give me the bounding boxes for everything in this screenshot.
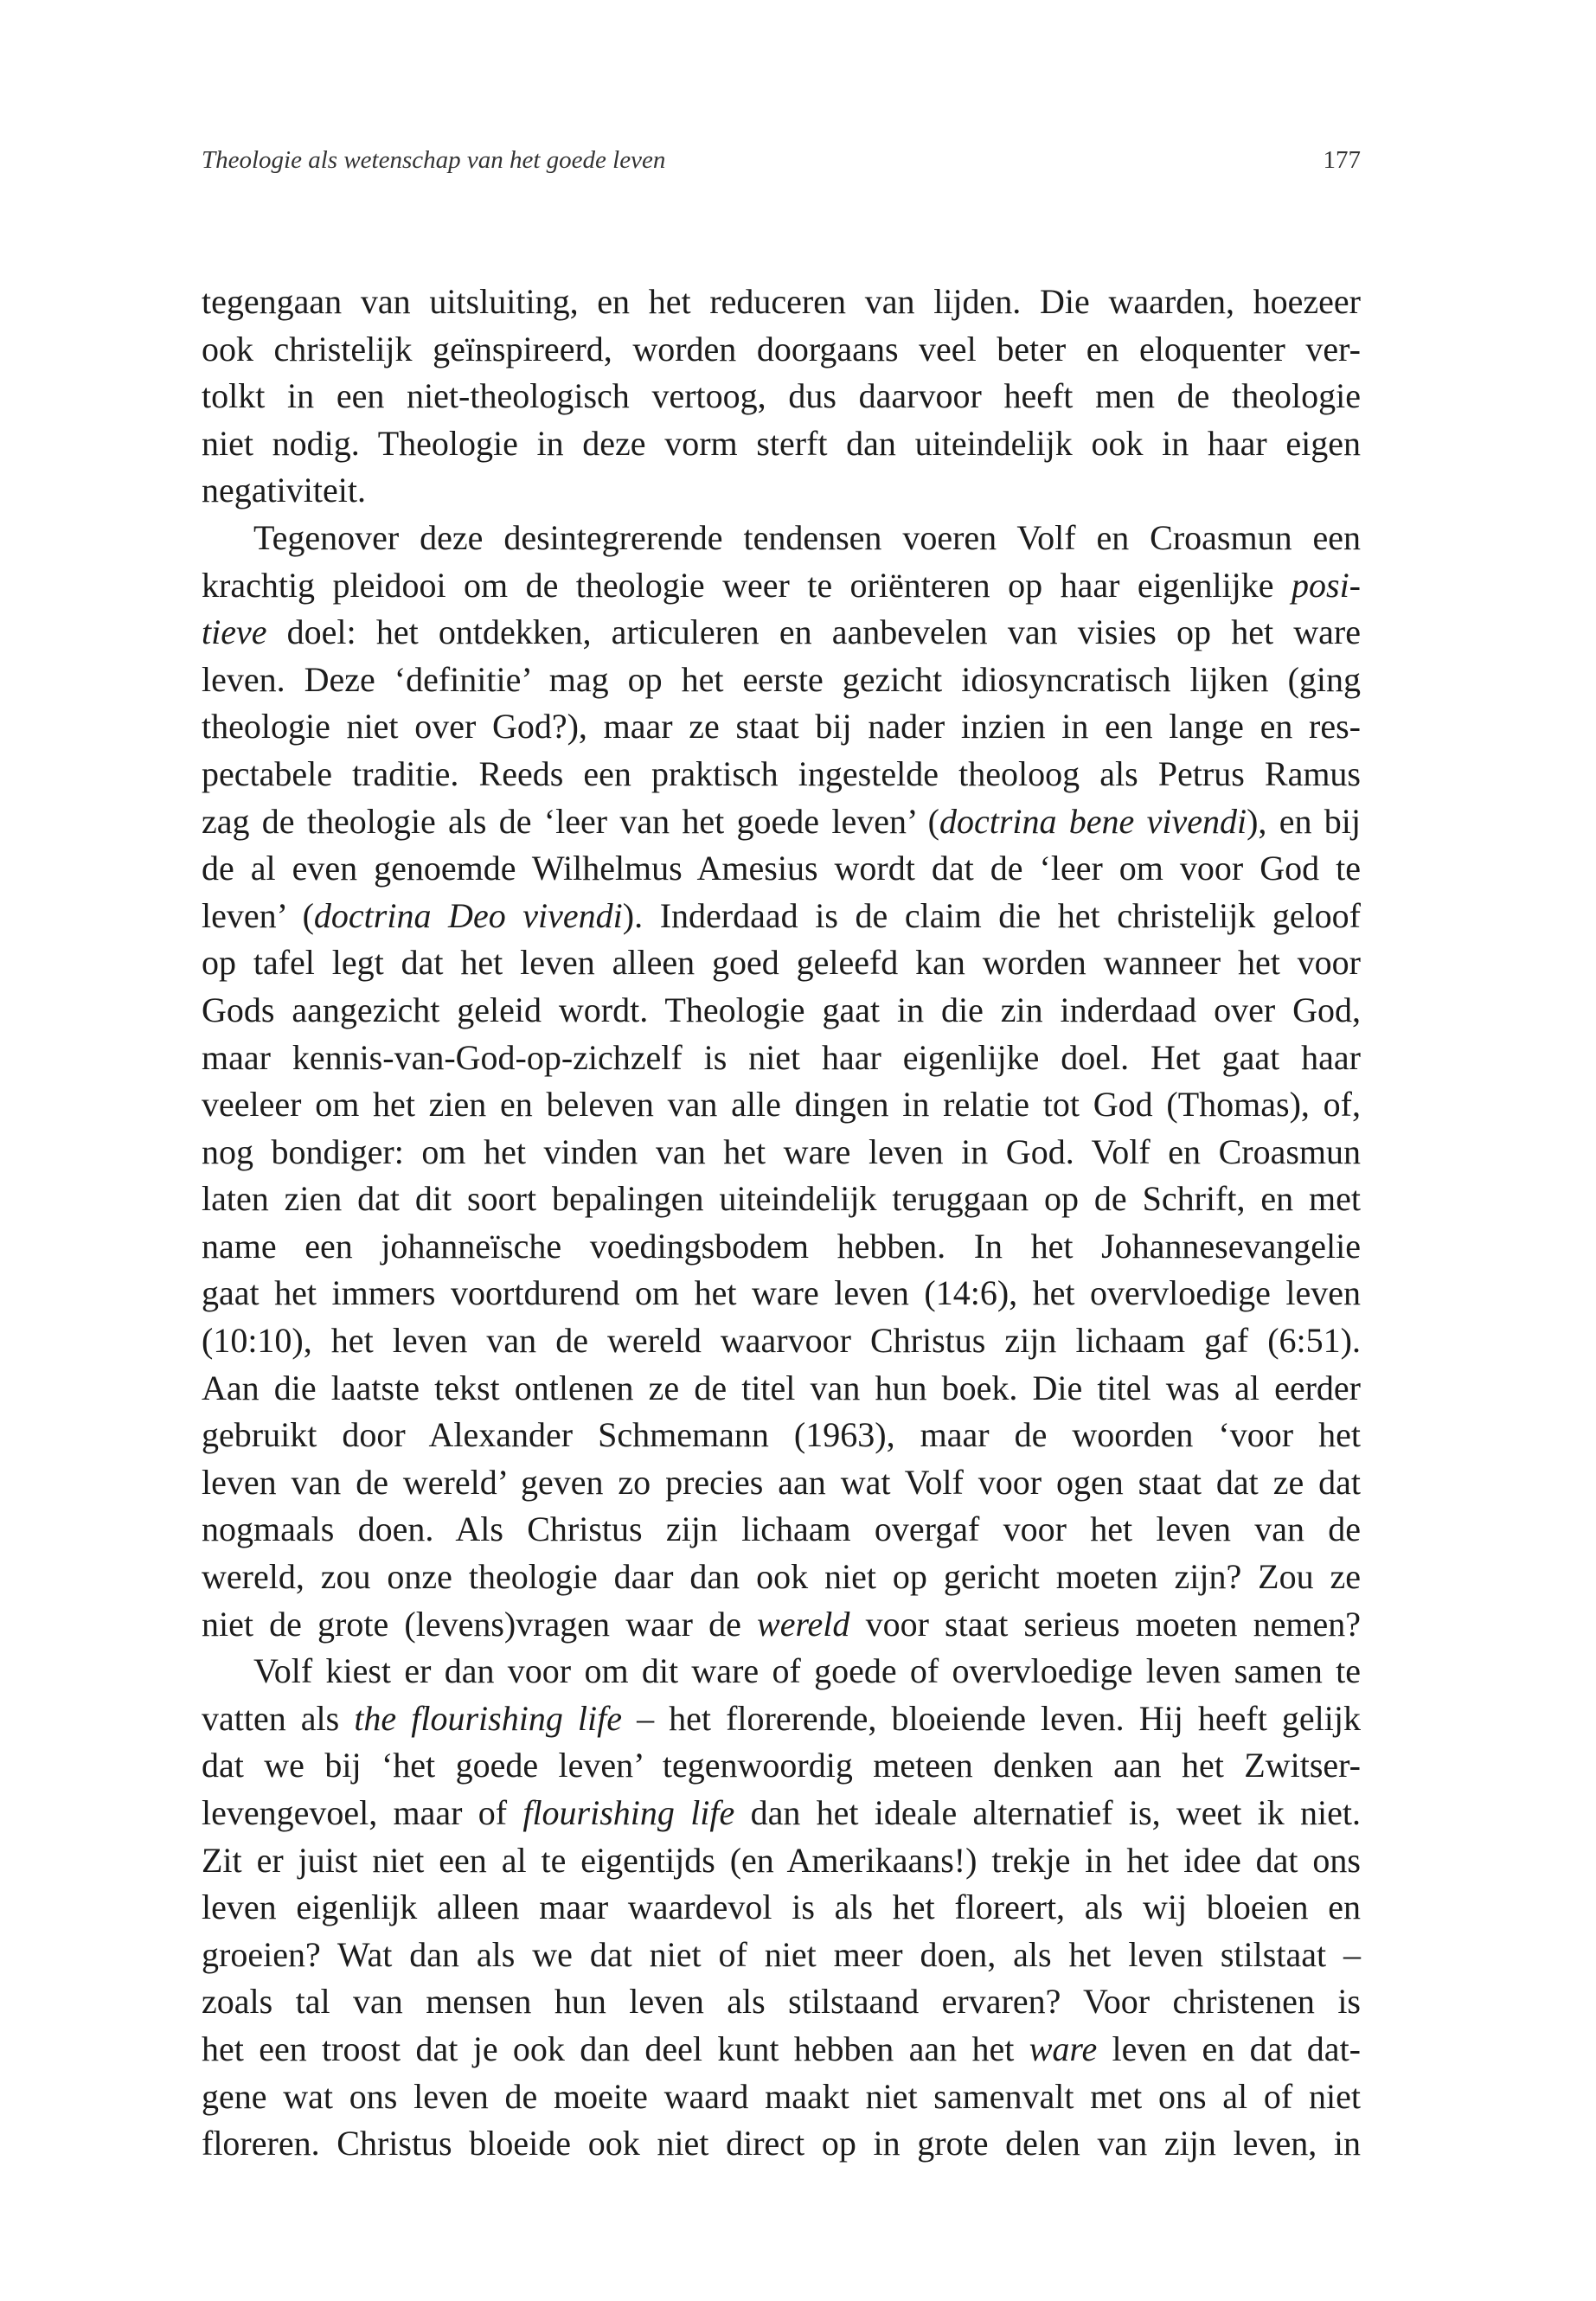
text-line xyxy=(202,1742,1361,1790)
text-line xyxy=(202,2073,1361,2121)
text-segment: laten zien dat dit soort bepalingen uiteindelijk teruggaan op de Schrift, en met xyxy=(202,1179,1361,1219)
text-segment: Zit er juist niet een al te eigentijds (en Amerikaans!) trekje in het idee dat ons xyxy=(202,1840,1361,1880)
text-line xyxy=(202,703,1361,751)
text-segment: veeleer om het zien en beleven van alle dingen in relatie tot God (Thomas), of, xyxy=(202,1085,1361,1125)
text-line xyxy=(202,1790,1361,1837)
italic-phrase: flourishing life xyxy=(522,1793,735,1832)
text-segment: ), en bij xyxy=(1247,801,1361,841)
page-number: 177 xyxy=(1323,146,1361,174)
text-line xyxy=(202,1884,1361,1932)
text-segment: theologie niet over God?), maar ze staat bij nader inzien in een lange en res- xyxy=(202,707,1361,747)
text-segment: leven van de wereld’ geven zo precies aan wat Volf voor ogen staat dat ze dat xyxy=(202,1462,1361,1502)
text-segment: tegengaan van uitsluiting, en het reduceren van lijden. Die waarden, hoezeer xyxy=(202,282,1361,321)
text-segment: ). Inderdaad is de claim die het christelijk geloof xyxy=(622,895,1362,935)
text-line xyxy=(202,1978,1361,2026)
italic-phrase: doctrina bene vivendi xyxy=(939,801,1247,841)
text-line xyxy=(202,1035,1361,1082)
text-segment: maar kennis-van-God-op-zichzelf is niet haar eigenlijke doel. Het gaat haar xyxy=(202,1037,1361,1077)
text-segment: nogmaals doen. Als Christus zijn lichaam overgaf voor het leven van de xyxy=(202,1509,1361,1549)
text-line xyxy=(202,987,1361,1035)
text-line xyxy=(202,893,1361,940)
italic-phrase: ware xyxy=(1029,2029,1098,2068)
text-line xyxy=(202,1176,1361,1223)
text-segment: negativiteit. xyxy=(202,471,366,510)
italic-phrase: the flourishing life xyxy=(354,1698,622,1738)
text-segment: tolkt in een niet-theologisch vertoog, dus daarvoor heeft men de theologie xyxy=(202,376,1361,416)
text-segment: vatten als xyxy=(202,1698,355,1738)
italic-phrase: tieve xyxy=(202,612,267,652)
text-segment: op tafel legt dat het leven alleen goed geleefd kan worden wanneer het voor xyxy=(202,943,1361,983)
text-line xyxy=(202,1837,1361,1885)
text-segment: doel: het ontdekken, articuleren en aanbevelen van visies op het ware xyxy=(266,612,1361,652)
text-line xyxy=(202,373,1361,420)
text-line xyxy=(202,1932,1361,1979)
text-segment: niet de grote (levens)vragen waar de xyxy=(202,1604,758,1644)
text-segment: de al even genoemde Wilhelmus Amesius wordt dat de ‘leer om voor God te xyxy=(202,849,1361,888)
text-line xyxy=(202,279,1361,326)
text-line xyxy=(202,657,1361,704)
text-line xyxy=(202,1317,1361,1365)
text-segment: zoals tal van mensen hun leven als stilstaand ervaren? Voor christenen is xyxy=(202,1982,1361,2022)
text-line xyxy=(202,326,1361,374)
italic-phrase: doctrina Deo vivendi xyxy=(313,895,623,935)
text-segment: voor staat serieus moeten nemen? xyxy=(849,1604,1362,1644)
text-segment: leven en dat dat- xyxy=(1097,2029,1361,2068)
text-line xyxy=(202,939,1361,987)
text-line xyxy=(202,1270,1361,1317)
text-segment: leven. Deze ‘definitie’ mag op het eerste gezicht idiosyncratisch lijken (ging xyxy=(202,659,1361,699)
text-line xyxy=(202,2026,1361,2073)
italic-phrase: wereld xyxy=(757,1604,850,1644)
running-title: Theologie als wetenschap van het goede leven xyxy=(202,146,666,174)
body-text xyxy=(202,279,1361,2168)
text-segment: – het florerende, bloeiende leven. Hij heeft gelijk xyxy=(622,1698,1362,1738)
text-line xyxy=(202,1412,1361,1459)
text-segment: leven’ ( xyxy=(202,895,314,935)
text-line xyxy=(202,467,1361,515)
text-line xyxy=(202,1459,1361,1507)
text-line xyxy=(202,420,1361,468)
text-segment: gene wat ons leven de moeite waard maakt niet samenvalt met ons al of niet xyxy=(202,2076,1361,2116)
text-segment: Volf kiest er dan voor om dit ware of goede of overvloedige leven samen te xyxy=(253,1651,1361,1691)
text-segment: zag de theologie als de ‘leer van het goede leven’ ( xyxy=(202,801,939,841)
text-line xyxy=(202,1506,1361,1554)
text-line xyxy=(202,562,1361,610)
text-segment: groeien? Wat dan als we dat niet of niet meer doen, als het leven stilstaat – xyxy=(202,1934,1361,1974)
text-segment: Aan die laatste tekst ontlenen ze de titel van hun boek. Die titel was al eerder xyxy=(202,1368,1361,1407)
text-segment: Tegenover deze desintegrerende tendensen voeren Volf en Croasmun een xyxy=(253,517,1361,557)
text-line xyxy=(202,1648,1361,1695)
text-segment: Gods aangezicht geleid wordt. Theologie gaat in die zin inderdaad over God, xyxy=(202,990,1361,1029)
text-line xyxy=(202,1223,1361,1271)
running-head xyxy=(202,138,1361,182)
text-segment: ook christelijk geïnspireerd, worden doorgaans veel beter en eloquenter ver- xyxy=(202,329,1361,369)
text-line xyxy=(202,515,1361,562)
text-line xyxy=(202,751,1361,798)
text-segment: krachtig pleidooi om de theologie weer te oriënteren op haar eigenlijke xyxy=(202,565,1292,605)
text-segment: wereld, zou onze theologie daar dan ook niet op gericht moeten zijn? Zou ze xyxy=(202,1557,1361,1597)
text-line xyxy=(202,609,1361,657)
text-segment: gaat het immers voortdurend om het ware leven (14:6), het overvloedige leven xyxy=(202,1273,1361,1313)
text-segment: name een johanneïsche voedingsbodem hebben. In het Johannesevangelie xyxy=(202,1226,1361,1266)
text-line xyxy=(202,1695,1361,1743)
text-segment: dan het ideale alternatief is, weet ik niet. xyxy=(734,1793,1361,1832)
text-segment: dat we bij ‘het goede leven’ tegenwoordig meteen denken aan het Zwitser- xyxy=(202,1746,1361,1785)
text-line xyxy=(202,1554,1361,1601)
text-segment: leven eigenlijk alleen maar waardevol is als het floreert, als wij bloeien en xyxy=(202,1888,1361,1927)
text-line xyxy=(202,1365,1361,1413)
text-line xyxy=(202,1601,1361,1649)
text-line xyxy=(202,2120,1361,2168)
text-segment: het een troost dat je ook dan deel kunt hebben aan het xyxy=(202,2029,1029,2068)
text-segment: levengevoel, maar of xyxy=(202,1793,523,1832)
text-line xyxy=(202,798,1361,846)
text-segment: nog bondiger: om het vinden van het ware leven in God. Volf en Croasmun xyxy=(202,1131,1361,1171)
italic-phrase: posi- xyxy=(1292,565,1361,605)
text-line xyxy=(202,1129,1361,1176)
text-segment: niet nodig. Theologie in deze vorm sterft dan uiteindelijk ook in haar eigen xyxy=(202,423,1361,463)
text-segment: (10:10), het leven van de wereld waarvoor Christus zijn lichaam gaf (6:51). xyxy=(202,1321,1361,1361)
text-line xyxy=(202,845,1361,893)
text-line xyxy=(202,1081,1361,1129)
text-segment: floreren. Christus bloeide ook niet direct op in grote delen van zijn leven, in xyxy=(202,2124,1361,2163)
text-segment: gebruikt door Alexander Schmemann (1963), maar de woorden ‘voor het xyxy=(202,1415,1361,1455)
text-segment: pectabele traditie. Reeds een praktisch ingestelde theoloog als Petrus Ramus xyxy=(202,753,1361,793)
